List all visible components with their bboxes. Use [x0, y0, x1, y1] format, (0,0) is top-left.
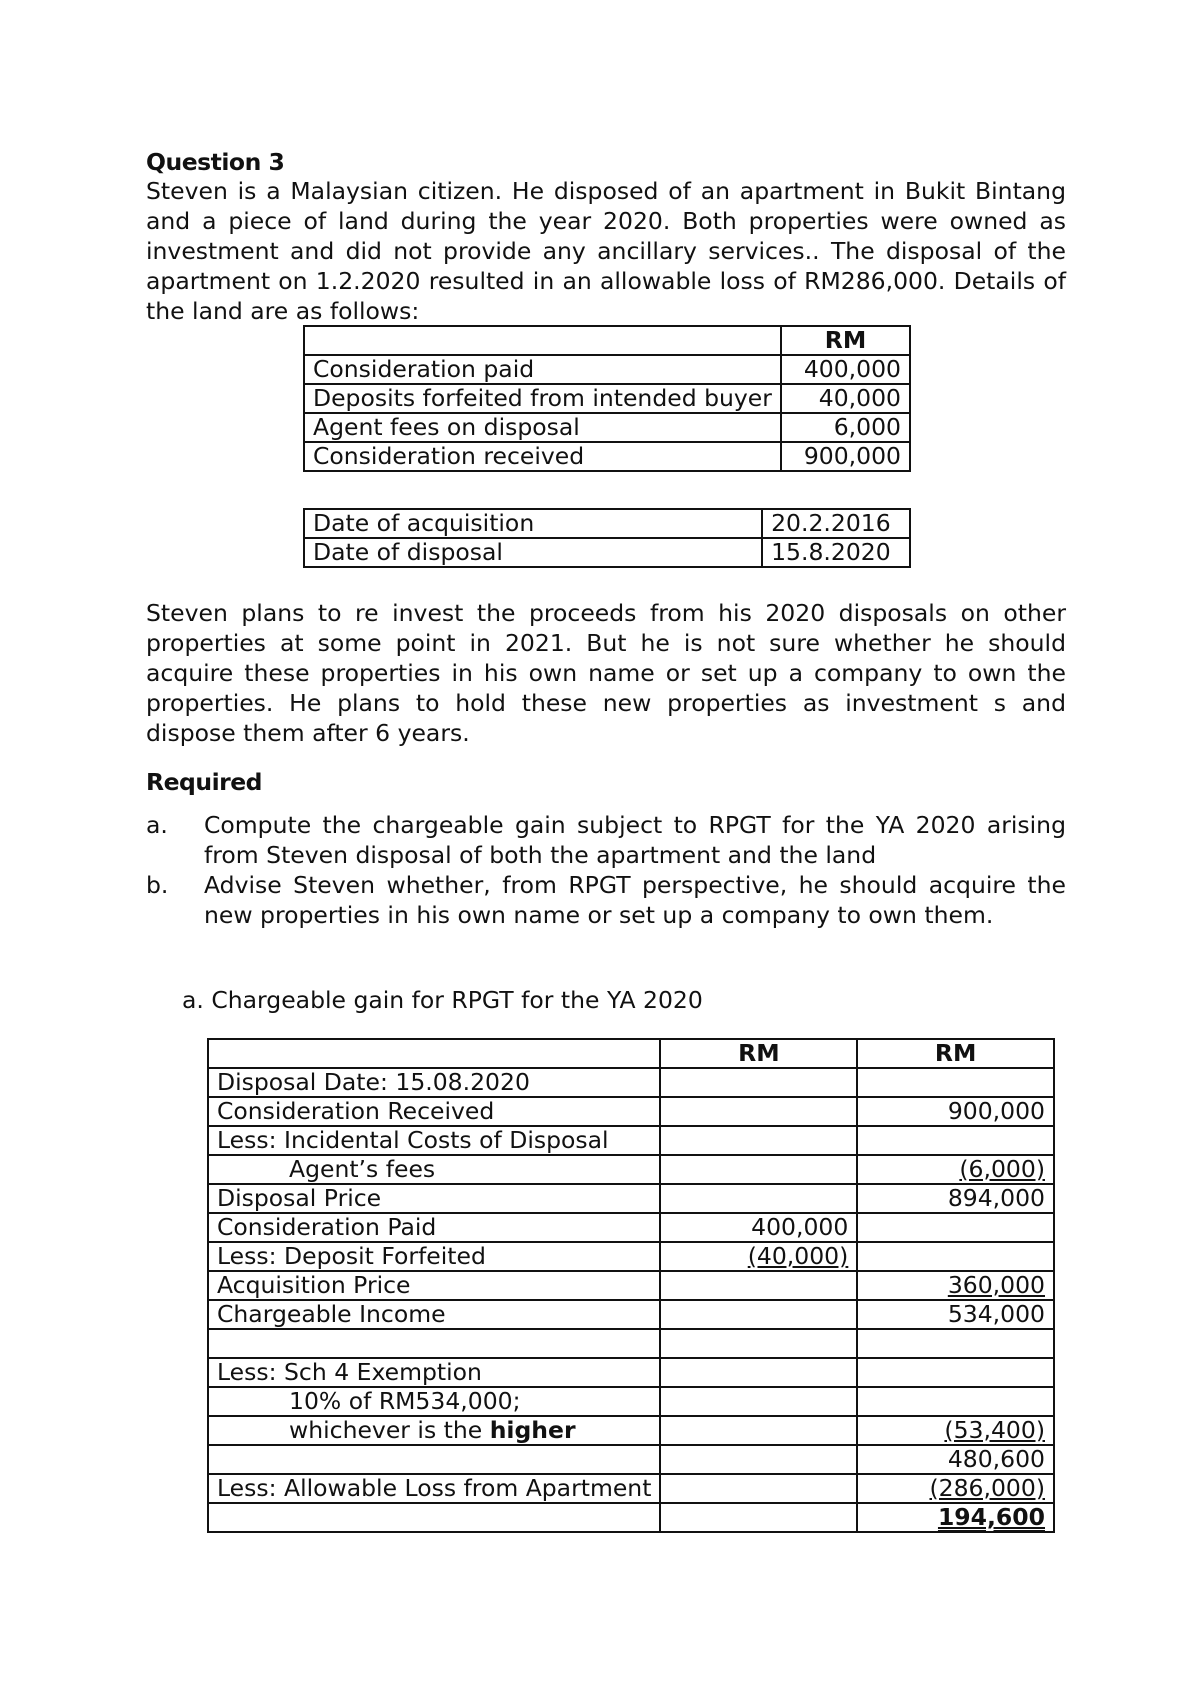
dates-table: [303, 508, 911, 568]
required-item-b: b. Advise Steven whether, from RPGT perspective, he should acquire the new properties in his own name or set up a company to own them.: [146, 871, 1066, 929]
table-row: Less: Allowable Loss from Apartment (286,000): [208, 1474, 1054, 1503]
land-header-blank: [304, 326, 781, 355]
table-row: Date of acquisition 20.2.2016: [304, 509, 910, 538]
answer-header-rm-1: RM: [660, 1039, 857, 1068]
table-row: whichever is the higher (53,400): [208, 1416, 1054, 1445]
table-row: Chargeable Income 534,000: [208, 1300, 1054, 1329]
table-row: Disposal Date: 15.08.2020: [208, 1068, 1054, 1097]
plans-paragraph: Steven plans to re invest the proceeds from his 2020 disposals on other properties at some point in 2021. But he is not sure whether he should acquire these properties in his own name or set up a company to own the properties. He plans to hold these new properties as investment s and dispose them after 6 years.: [146, 599, 1066, 747]
final-chargeable-gain: 194,600: [937, 1503, 1045, 1531]
table-row: Less: Incidental Costs of Disposal: [208, 1126, 1054, 1155]
table-row: 480,600: [208, 1445, 1054, 1474]
table-row: Date of disposal 15.8.2020: [304, 538, 910, 567]
answer-table: [207, 1038, 1055, 1533]
table-row: Consideration Received 900,000: [208, 1097, 1054, 1126]
question-title: Question 3: [146, 148, 285, 176]
table-row: Agent’s fees (6,000): [208, 1155, 1054, 1184]
table-row: Acquisition Price 360,000: [208, 1271, 1054, 1300]
table-row: Less: Deposit Forfeited (40,000): [208, 1242, 1054, 1271]
table-row: [208, 1503, 1054, 1532]
table-row: Consideration Paid 400,000: [208, 1213, 1054, 1242]
answer-header-blank: [208, 1039, 660, 1068]
table-row: Deposits forfeited from intended buyer 40,000: [304, 384, 910, 413]
table-row: Disposal Price 894,000: [208, 1184, 1054, 1213]
land-details-table: [303, 325, 911, 472]
table-row: [208, 1329, 1054, 1358]
table-row: Less: Sch 4 Exemption: [208, 1358, 1054, 1387]
table-row: 10% of RM534,000;: [208, 1387, 1054, 1416]
answer-header-rm-2: RM: [857, 1039, 1054, 1068]
required-title: Required: [146, 768, 262, 796]
required-item-a: a. Compute the chargeable gain subject to RPGT for the YA 2020 arising from Steven disposal of both the apartment and the land: [146, 811, 1066, 869]
answer-title: a. Chargeable gain for RPGT for the YA 2020: [182, 986, 703, 1014]
table-row: Consideration paid 400,000: [304, 355, 910, 384]
table-row: Agent fees on disposal 6,000: [304, 413, 910, 442]
table-row: Consideration received 900,000: [304, 442, 910, 471]
intro-paragraph: Steven is a Malaysian citizen. He disposed of an apartment in Bukit Bintang and a piece of land during the year 2020. Both properties were owned as investment and did not provide any ancillary services.. The disposal of the apartment on 1.2.2020 resulted in an allowable loss of RM286,000. Details of the land are as follows:: [146, 177, 1066, 325]
land-header-rm: RM: [781, 326, 910, 355]
